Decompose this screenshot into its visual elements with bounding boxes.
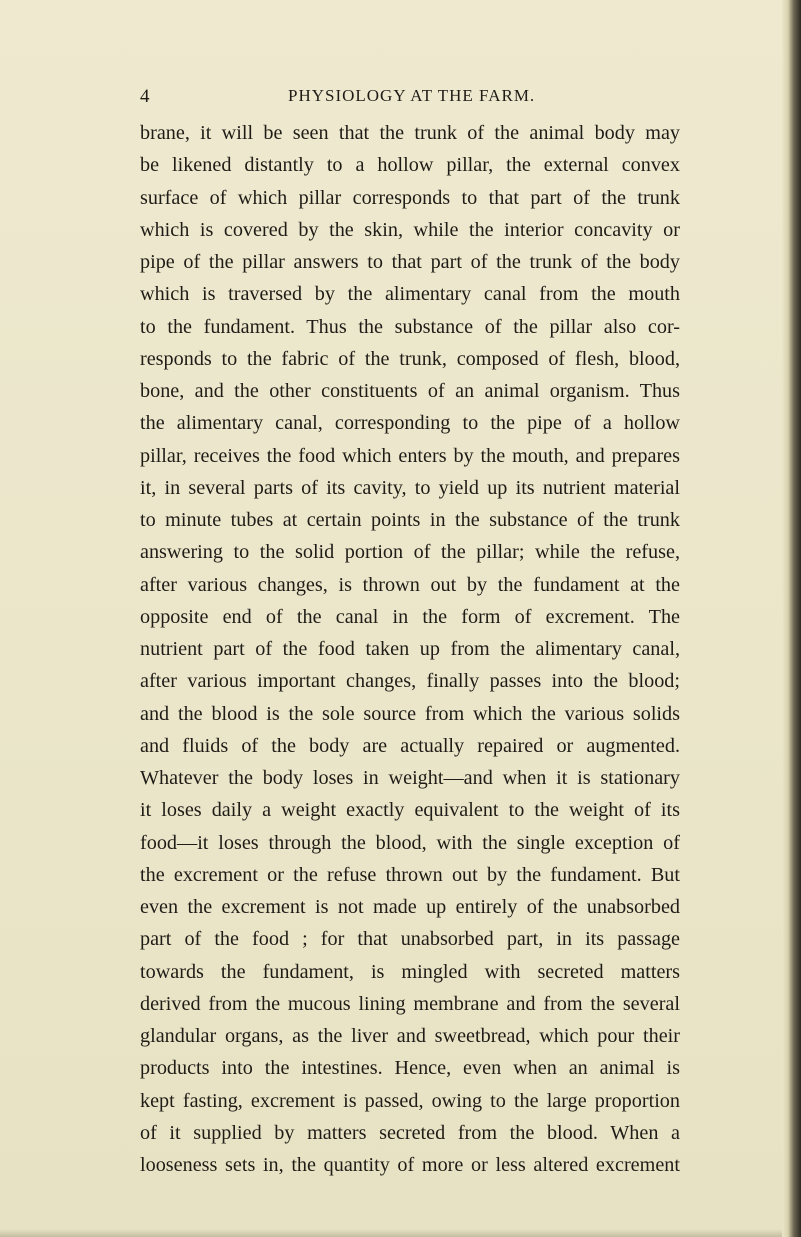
text-line: after various changes, is thrown out by the fundament at the [140,573,680,596]
text-line: bone, and the other constituents of an animal organism. Thus [140,380,680,402]
text-line: it loses daily a weight exactly equivalent to the weight of its [140,799,680,822]
text-line: it, in several parts of its cavity, to yield up its nutrient material [140,476,680,499]
text-line: opposite end of the canal in the form of excrement. The [140,605,680,628]
text-line: derived from the mucous lining membrane and from the several [140,992,680,1015]
body-text [140,117,680,1181]
page-header [140,86,680,114]
text-line: products into the intestines. Hence, even when an animal is [140,1057,680,1080]
text-line: responds to the fabric of the trunk, composed of flesh, blood, [140,347,680,370]
text-line: towards the fundament, is mingled with secreted matters [140,960,680,983]
text-line: nutrient part of the food taken up from the alimentary canal, [140,638,680,660]
text-line: part of the food ; for that unabsorbed part, in its passage [140,928,680,951]
text-line: after various important changes, finally passes into the blood; [140,670,680,693]
text-line: brane, it will be seen that the trunk of the animal body may [140,122,680,144]
text-line: answering to the solid portion of the pillar; while the refuse, [140,541,680,564]
text-line: even the excrement is not made up entirely of the unabsorbed [140,896,680,918]
text-line: surface of which pillar corresponds to that part of the trunk [140,186,680,209]
text-line: glandular organs, as the liver and sweetbread, which pour their [140,1025,680,1047]
text-line: pillar, receives the food which enters by the mouth, and prepares [140,444,680,467]
page-number: 4 [140,86,151,107]
text-line: which is traversed by the alimentary canal from the mouth [140,283,680,306]
text-line: kept fasting, excrement is passed, owing to the large proportion [140,1089,680,1112]
text-line: food—it loses through the blood, with the single exception of [140,831,680,854]
text-line: and the blood is the sole source from which the various solids [140,702,680,725]
text-line: be likened distantly to a hollow pillar, the external convex [140,154,680,177]
running-title: PHYSIOLOGY AT THE FARM. [288,86,536,105]
text-line: Whatever the body loses in weight—and when it is stationary [140,767,680,789]
page-bottom-shadow [0,1229,801,1237]
text-line: looseness sets in, the quantity of more or less altered excrement [140,1154,680,1176]
text-line: the alimentary canal, corresponding to the pipe of a hollow [140,412,680,435]
book-edge [788,0,801,1237]
text-line: to the fundament. Thus the substance of the pillar also cor- [140,315,680,338]
text-line: pipe of the pillar answers to that part of the trunk of the body [140,251,680,273]
text-line: and fluids of the body are actually repaired or augmented. [140,734,680,757]
text-line: which is covered by the skin, while the interior concavity or [140,218,680,241]
text-line: to minute tubes at certain points in the substance of the trunk [140,509,680,531]
text-line: of it supplied by matters secreted from the blood. When a [140,1121,680,1144]
text-line: the excrement or the refuse thrown out by the fundament. But [140,863,680,886]
